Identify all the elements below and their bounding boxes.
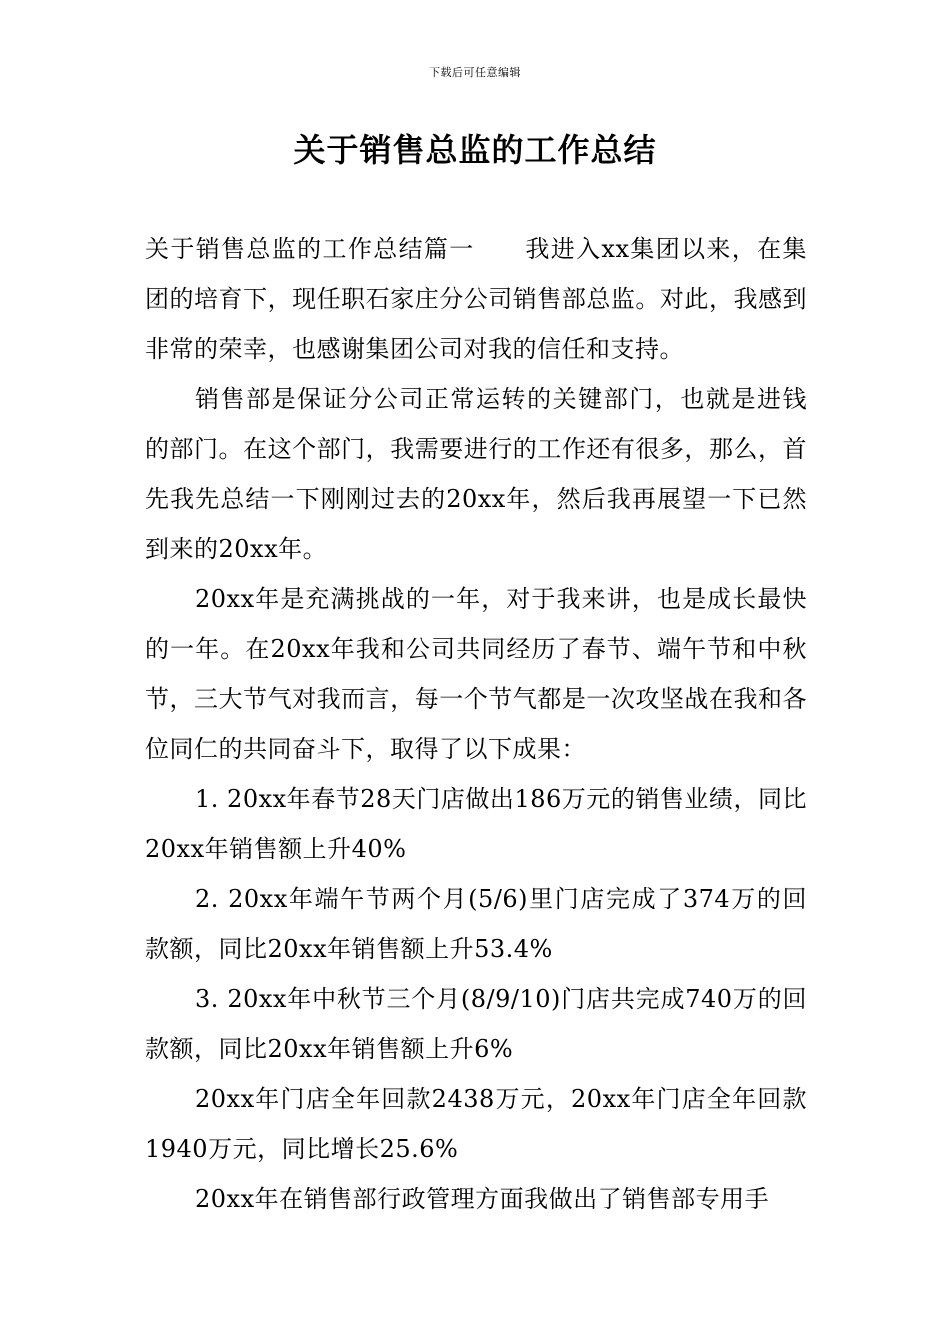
list-item-mid-autumn: 3. 20xx年中秋节三个月(8/9/10)门店共完成740万的回款额，同比20xx年销售额上升6%: [145, 985, 807, 1063]
paragraph-sales-dept: 销售部是保证分公司正常运转的关键部门，也就是进钱的部门。在这个部门，我需要进行的工作还有很多，那么，首先我先总结一下刚刚过去的20xx年，然后我再展望一下已然到来的20xx年。: [145, 385, 807, 563]
list-item-dragon-boat: 2. 20xx年端午节两个月(5/6)里门店完成了374万的回款额，同比20xx年销售额上升53.4%: [145, 885, 807, 963]
paragraph-year-review: 20xx年是充满挑战的一年，对于我来讲，也是成长最快的一年。在20xx年我和公司共同经历了春节、端午节和中秋节，三大节气对我而言，每一个节气都是一次攻坚战在我和各位同仁的共同奋斗下，取得了以下成果：: [145, 585, 807, 763]
paragraph-admin-management: 20xx年在销售部行政管理方面我做出了销售部专用手: [195, 1185, 770, 1213]
paragraph-intro: 关于销售总监的工作总结篇一 我进入xx集团以来，在集团的培育下，现任职石家庄分公司销售部总监。对此，我感到非常的荣幸，也感谢集团公司对我的信任和支持。: [145, 235, 807, 363]
list-item-spring-festival: 1. 20xx年春节28天门店做出186万元的销售业绩，同比20xx年销售额上升40%: [145, 785, 807, 863]
document-body: [145, 224, 807, 1224]
document-title: 关于销售总监的工作总结: [293, 131, 657, 169]
header-note: 下载后可任意编辑: [429, 66, 521, 79]
paragraph-annual-payment: 20xx年门店全年回款2438万元，20xx年门店全年回款1940万元，同比增长25.6%: [145, 1085, 807, 1163]
